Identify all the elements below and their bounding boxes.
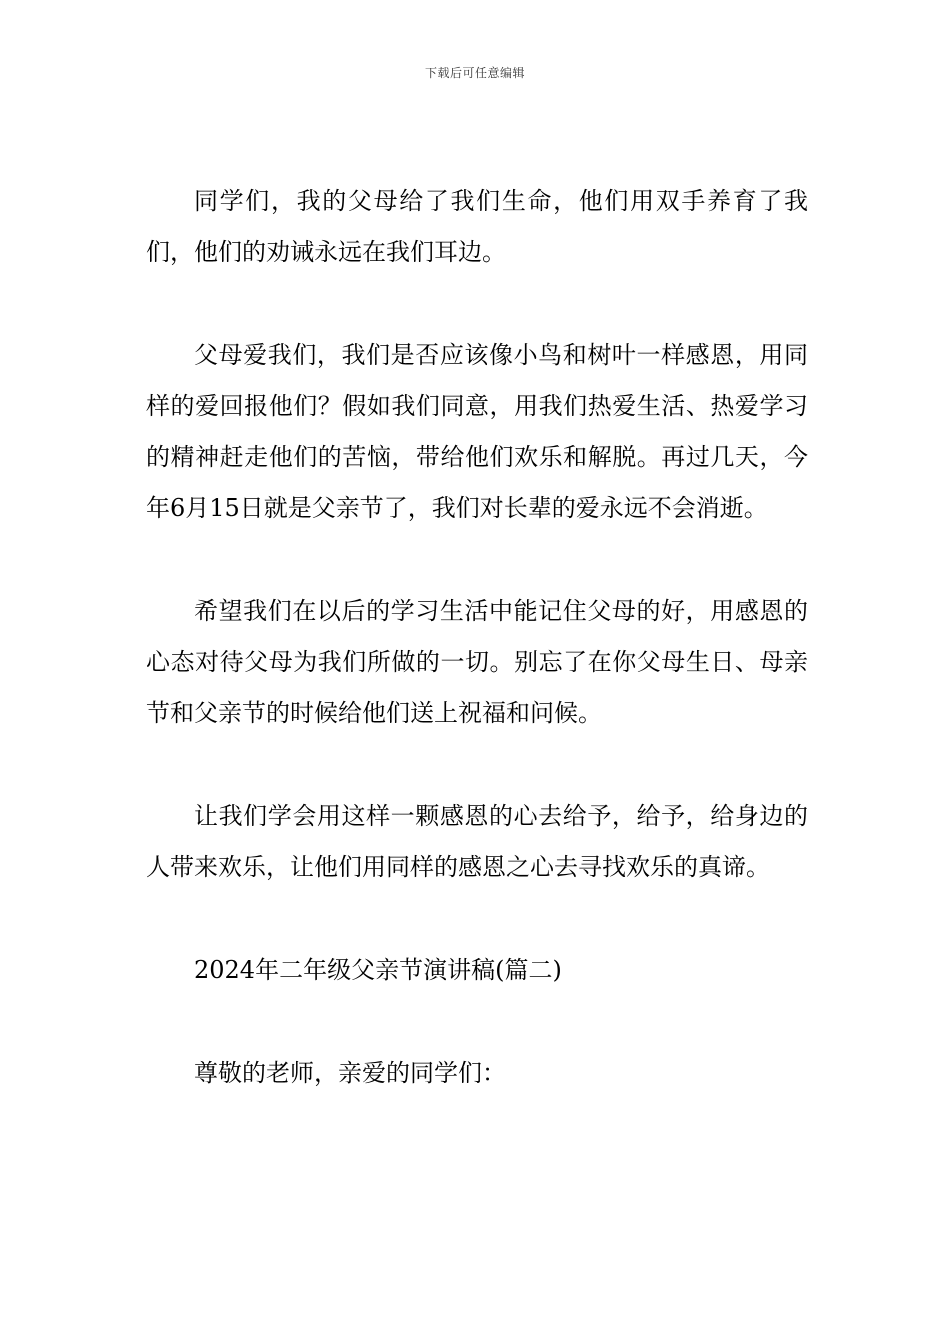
salutation: 尊敬的老师，亲爱的同学们： [194, 1059, 506, 1087]
paragraph-4: 让我们学会用这样一颗感恩的心去给予，给予，给身边的人带来欢乐，让他们用同样的感恩之心去寻找欢乐的真谛。 [146, 802, 808, 881]
document-body [146, 176, 808, 1151]
page-header: 下载后可任意编辑 [424, 66, 525, 80]
paragraph-3: 希望我们在以后的学习生活中能记住父母的好，用感恩的心态对待父母为我们所做的一切。别忘了在你父母生日、母亲节和父亲节的时候给他们送上祝福和问候。 [146, 597, 808, 727]
paragraph-2: 父母爱我们，我们是否应该像小鸟和树叶一样感恩，用同样的爱回报他们？假如我们同意，用我们热爱生活、热爱学习的精神赶走他们的苦恼，带给他们欢乐和解脱。再过几天，今年6月15日就是父亲节了，我们对长辈的爱永远不会消逝。 [146, 341, 808, 522]
paragraph-1: 同学们，我的父母给了我们生命，他们用双手养育了我们，他们的劝诫永远在我们耳边。 [146, 187, 808, 266]
section-title: 2024年二年级父亲节演讲稿(篇二) [194, 956, 562, 984]
